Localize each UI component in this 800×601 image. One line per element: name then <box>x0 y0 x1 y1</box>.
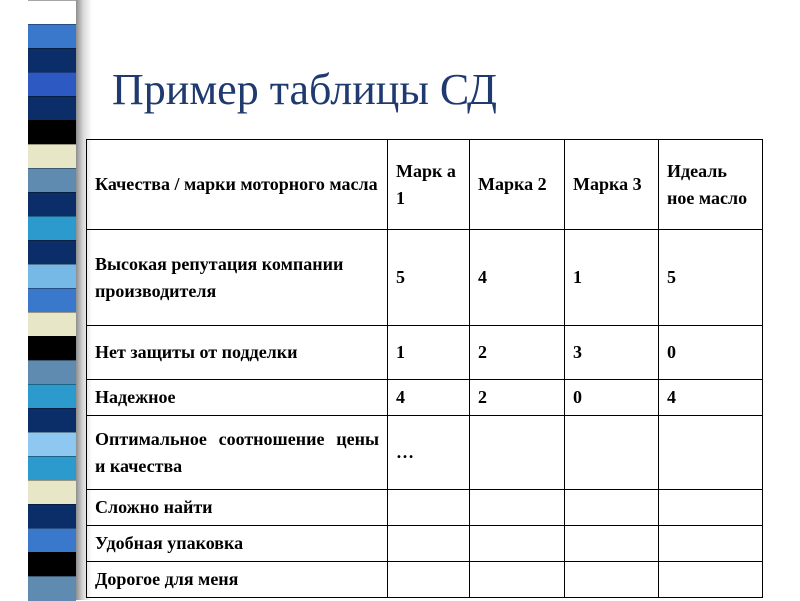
stripe-band <box>28 408 76 433</box>
brand-2-score-cell <box>470 416 565 490</box>
feature-cell: Сложно найти <box>87 490 388 526</box>
brand-1-score-cell: 4 <box>388 380 470 416</box>
table-row <box>87 326 763 380</box>
table-row <box>87 526 763 562</box>
table-header-row <box>87 140 763 230</box>
stripe-band <box>28 360 76 385</box>
brand-2-score-cell: 2 <box>470 380 565 416</box>
brand-2-score-cell <box>470 526 565 562</box>
stripe-band <box>28 576 76 601</box>
ideal-score-cell: 5 <box>659 230 763 326</box>
brand-1-score-cell: 5 <box>388 230 470 326</box>
brand-1-score-cell <box>388 490 470 526</box>
feature-cell: Удобная упаковка <box>87 526 388 562</box>
brand-3-score-cell: 0 <box>565 380 659 416</box>
stripe-band <box>28 504 76 529</box>
stripe-band <box>28 240 76 265</box>
brand-2-score-cell: 4 <box>470 230 565 326</box>
table-row <box>87 490 763 526</box>
brand-1-score-cell: 1 <box>388 326 470 380</box>
brand-3-score-cell <box>565 562 659 598</box>
feature-cell: Дорогое для меня <box>87 562 388 598</box>
stripe-band <box>28 288 76 313</box>
table-row <box>87 230 763 326</box>
stripe-band <box>28 528 76 553</box>
brand-2-score-cell <box>470 562 565 598</box>
comparison-table <box>86 139 763 598</box>
brand-3-score-cell: 1 <box>565 230 659 326</box>
brand-1-score-cell: … <box>388 416 470 490</box>
ideal-score-cell: 4 <box>659 380 763 416</box>
stripe-band <box>28 72 76 97</box>
feature-cell: Оптимальное соотношение цены и качества <box>87 416 388 490</box>
feature-cell: Надежное <box>87 380 388 416</box>
stripe-band <box>28 48 76 73</box>
stripe-band <box>28 120 76 145</box>
stripe-band <box>28 96 76 121</box>
ideal-score-cell <box>659 562 763 598</box>
stripe-band <box>28 264 76 289</box>
table-row <box>87 562 763 598</box>
brand-3-score-cell <box>565 416 659 490</box>
stripe-band <box>28 456 76 481</box>
brand-3-score-cell <box>565 526 659 562</box>
stripe-band <box>28 216 76 241</box>
stripe-band <box>28 336 76 361</box>
brand-2-score-cell <box>470 490 565 526</box>
stripe-band <box>28 192 76 217</box>
stripe-band <box>28 144 76 169</box>
header-brand-3-cell: Марка 3 <box>565 140 659 230</box>
ideal-score-cell <box>659 526 763 562</box>
feature-cell: Нет защиты от подделки <box>87 326 388 380</box>
stripe-band <box>28 168 76 193</box>
header-brand-1-cell: Марк а 1 <box>388 140 470 230</box>
brand-1-score-cell <box>388 562 470 598</box>
stripe-band <box>28 384 76 409</box>
brand-1-score-cell <box>388 526 470 562</box>
header-brand-2-cell: Марка 2 <box>470 140 565 230</box>
ideal-score-cell <box>659 490 763 526</box>
stripe-band <box>28 0 76 25</box>
slide-title: Пример таблицы СД <box>112 65 498 114</box>
stripe-band <box>28 312 76 337</box>
feature-cell: Высокая репутация компании производителя <box>87 230 388 326</box>
stripe-band <box>28 552 76 577</box>
stripe-band <box>28 432 76 457</box>
table-row <box>87 416 763 490</box>
decorative-stripe-bar <box>0 0 92 600</box>
brand-2-score-cell: 2 <box>470 326 565 380</box>
stripe-band <box>28 480 76 505</box>
header-ideal-cell: Идеаль ное масло <box>659 140 763 230</box>
stripe-band <box>28 24 76 49</box>
ideal-score-cell: 0 <box>659 326 763 380</box>
table-row <box>87 380 763 416</box>
brand-3-score-cell: 3 <box>565 326 659 380</box>
brand-3-score-cell <box>565 490 659 526</box>
ideal-score-cell <box>659 416 763 490</box>
header-feature-cell: Качества / марки моторного масла <box>87 140 388 230</box>
